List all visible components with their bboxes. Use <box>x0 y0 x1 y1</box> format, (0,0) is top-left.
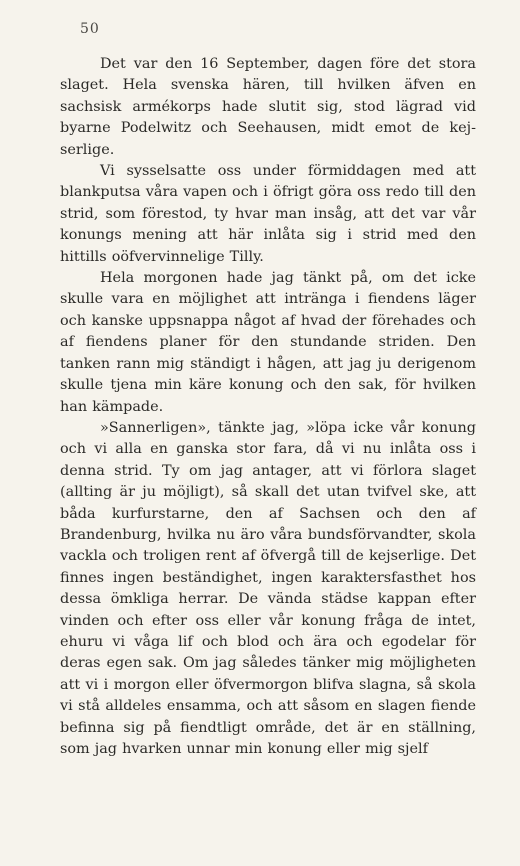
page-number: 50 <box>80 21 100 37</box>
paragraph-3: Hela morgonen hade jag tänkt på, om det icke skulle vara en möjlighet att intränga i fiendens läger och kanske uppsnappa något af hvad der förehades och af fiendens planer för den stundande striden. Den tanken rann mig ständigt i hågen, att jag ju derigenom skulle tjena min käre konung och den sak, för hvilken han kämpade. <box>60 270 476 415</box>
paragraph-1: Det var den 16 September, dagen före det stora slaget. Hela svenska hären, till hvilken äfven en sachsisk armékorps hade slutit sig, stod lägrad vid byarne Podelwitz och Seehausen, midt emot de kejserlige. <box>60 56 476 158</box>
paragraph-4: »Sannerligen», tänkte jag, »löpa icke vår konung och vi alla en ganska stor fara, då vi nu inlåta oss i denna strid. Ty om jag antager, att vi förlora slaget (allting är ju möjligt), så skall det utan tvifvel ske, att båda kurfurstarne, den af Sachsen och den af Brandenburg, hvilka nu äro våra bundsförvandter, skola vackla och troligen rent af öfvergå till de kejserlige. Det finnes ingen beständighet, ingen karaktersfasthet hos dessa ömkliga herrar. De vända städse kappan efter vinden och efter oss eller vår konung fråga de intet, ehuru vi våga lif och blod och ära och egodelar för deras egen sak. Om jag således tänker mig möjligheten att vi i morgon eller öfvermorgon blifva slagna, så skola vi stå alldeles ensamma, och att såsom en slagen fiende befinna sig på fiendtligt område, det är en ställning, som jag hvarken unnar min konung eller mig sjelf <box>60 419 476 757</box>
body-text <box>60 54 476 760</box>
paragraph-2: Vi sysselsatte oss under förmiddagen med att blankputsa våra vapen och i öfrigt göra oss redo till den strid, som förestod, ty hvar man insåg, att det var vår konungs mening att här inlåta sig i strid med den hittills oöfvervinnelige Tilly. <box>60 163 476 265</box>
